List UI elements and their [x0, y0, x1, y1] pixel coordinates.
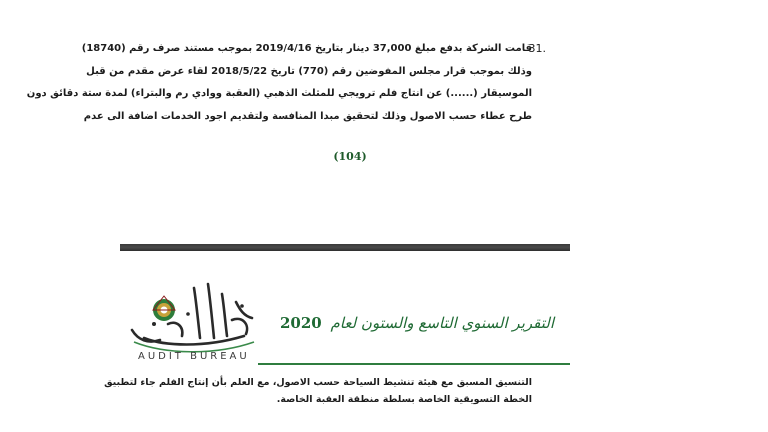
header-rule: [258, 363, 570, 365]
item-paragraph: [27, 38, 532, 128]
paragraph-line: قامت الشركة بدفع مبلغ 37,000 دينار بتاريخ 2019/4/16 بموجب مستند صرف رقم (18740): [81, 43, 532, 54]
logo-caption: AUDIT BUREAU: [138, 351, 250, 362]
page-number: (104): [333, 150, 367, 163]
report-title: [280, 314, 554, 332]
paragraph-line: الموسيقار (......) عن انتاج فلم ترويجي للمثلث الذهبي (العقبة ووادي رم والبتراء) لمدة ستة دقائق دون: [26, 88, 532, 99]
paragraph-line: طرح عطاء حسب الاصول وذلك لتحقيق مبدا المنافسة ولتقديم اجود الخدمات اضافة الى عدم: [83, 110, 532, 122]
paragraph-line: الخطة التسويقية الخاصة بسلطة منطقة العقبة الخاصة.: [276, 394, 532, 405]
item-number: 31.: [528, 42, 546, 55]
paragraph-line: وذلك بموجب قرار مجلس المفوضين رقم (770) تاريخ 2018/5/22 لقاء عرض مقدم من قبل: [86, 65, 532, 77]
report-title-text: التقرير السنوي التاسع والستون لعام: [330, 314, 554, 332]
report-year: 2020: [279, 314, 322, 332]
page-divider: [120, 244, 570, 251]
paragraph-line: التنسيق المسبق مع هيئة تنشيط السياحة حسب الاصول، مع العلم بأن إنتاج الفلم جاء لتطبيق: [104, 377, 532, 388]
continuation-paragraph: [104, 374, 532, 408]
